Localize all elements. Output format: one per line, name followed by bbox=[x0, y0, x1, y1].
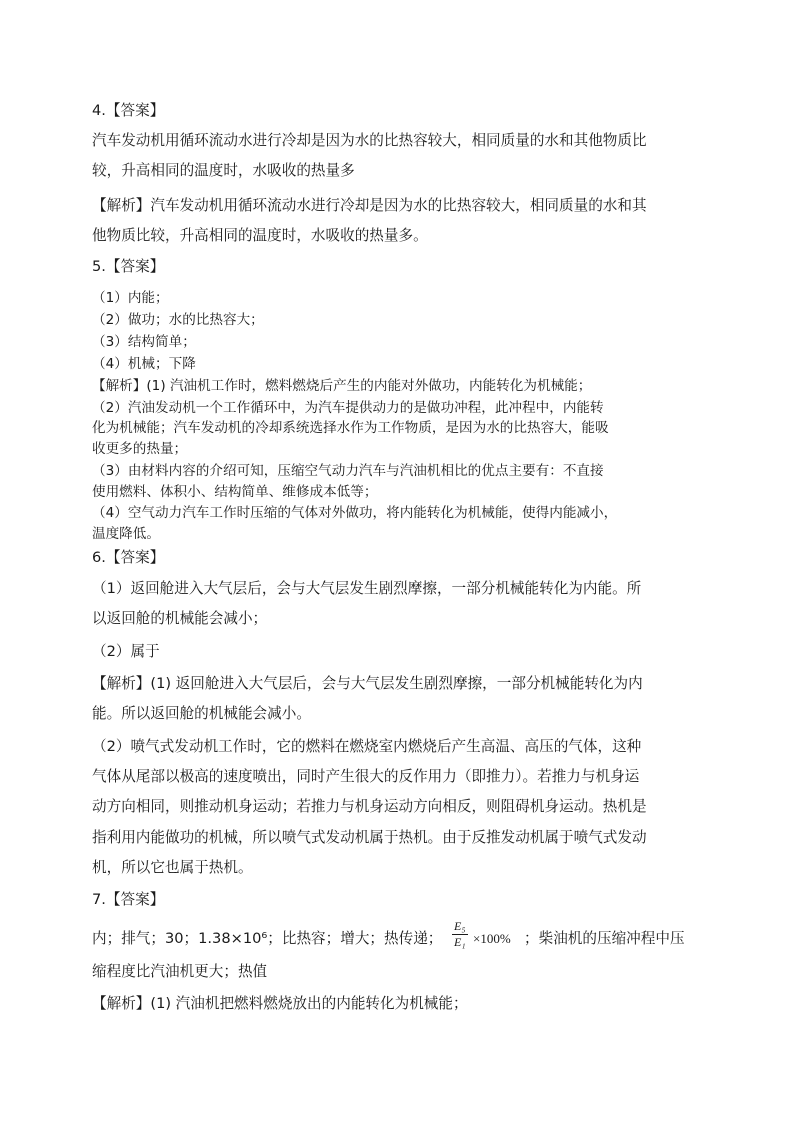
q6-analysis-line-4: 气体从尾部以极高的速度喷出，同时产生很大的反作用力（即推力）。若推力与机身运 bbox=[92, 768, 640, 785]
q4-answer-line-2: 较，升高相同的温度时，水吸收的热量多 bbox=[92, 162, 355, 179]
q5-line-4: （4）机械；下降 bbox=[92, 356, 196, 372]
q6-analysis-line-6: 指利用内能做功的机械，所以喷气式发动机属于热机。由于反推发动机属于喷气式发动 bbox=[92, 829, 647, 846]
q5-line-3: （3）结构简单； bbox=[92, 334, 196, 350]
q7-fraction bbox=[452, 919, 468, 950]
q5-analysis-line-3: 化为机械能；汽车发动机的冷却系统选择水作为工作物质，是因为水的比热容大，能吸 bbox=[92, 420, 609, 436]
q5-line-1: （1）内能； bbox=[92, 290, 169, 306]
q6-analysis-line-1: 【解析】(1) 返回舱进入大气层后，会与大气层发生剧烈摩擦，一部分机械能转化为内 bbox=[92, 675, 643, 692]
q5-analysis-line-2: （2）汽油发动机一个工作循环中，为汽车提供动力的是做功冲程，此冲程中，内能转 bbox=[92, 400, 604, 416]
q4-analysis-line-2: 他物质比较，升高相同的温度时，水吸收的热量多。 bbox=[92, 227, 428, 244]
q6-line-2: 以返回舱的机械能会减小； bbox=[92, 610, 268, 627]
q6-line-1: （1）返回舱进入大气层后，会与大气层发生剧烈摩擦，一部分机械能转化为内能。所 bbox=[92, 580, 642, 597]
q4-title: 4.【答案】 bbox=[92, 102, 165, 119]
q6-analysis-line-2: 能。所以返回舱的机械能会减小。 bbox=[92, 705, 311, 722]
q5-title: 5.【答案】 bbox=[92, 258, 165, 275]
q7-analysis-line-1: 【解析】(1) 汽油机把燃料燃烧放出的内能转化为机械能； bbox=[92, 995, 468, 1012]
q7-answer-pre: 内；排气；30；1.38×10⁶；比热容；增大；热传递； bbox=[92, 930, 443, 947]
q7-answer-line-2: 缩程度比汽油机更大；热值 bbox=[92, 963, 268, 980]
q7-fraction-tail: ×100% bbox=[473, 931, 511, 946]
q5-analysis-line-6: 使用燃料、体积小、结构简单、维修成本低等； bbox=[92, 484, 378, 500]
q5-analysis-line-4: 收更多的热量； bbox=[92, 441, 188, 457]
q6-line-3: （2）属于 bbox=[92, 643, 160, 660]
q7-title: 7.【答案】 bbox=[92, 891, 165, 908]
q6-analysis-line-7: 机，所以它也属于热机。 bbox=[92, 859, 253, 876]
q4-answer-line-1: 汽车发动机用循环流动水进行冷却是因为水的比热容较大，相同质量的水和其他物质比 bbox=[92, 132, 647, 149]
q6-analysis-line-3: （2）喷气式发动机工作时，它的燃料在燃烧室内燃烧后产生高温、高压的气体，这种 bbox=[92, 738, 642, 755]
q5-analysis-line-7: （4）空气动力汽车工作时压缩的气体对外做功，将内能转化为机械能，使得内能减小， bbox=[92, 505, 618, 521]
q5-analysis-line-8: 温度降低。 bbox=[92, 526, 160, 542]
q4-analysis-line-1: 【解析】汽车发动机用循环流动水进行冷却是因为水的比热容较大，相同质量的水和其 bbox=[92, 197, 647, 214]
q6-title: 6.【答案】 bbox=[92, 549, 165, 566]
q7-fraction-denominator: E₁ bbox=[454, 935, 466, 949]
q6-analysis-line-5: 动方向相同，则推动机身运动；若推力与机身运动方向相反，则阻碍机身运动。热机是 bbox=[92, 798, 647, 815]
q5-analysis-line-1: 【解析】(1) 汽油机工作时，燃料燃烧后产生的内能对外做功，内能转化为机械能； bbox=[92, 378, 592, 394]
q7-answer-post: ；柴油机的压缩冲程中压 bbox=[524, 930, 685, 947]
q5-line-2: （2）做功；水的比热容大； bbox=[92, 312, 264, 328]
q5-analysis-line-5: （3）由材料内容的介绍可知，压缩空气动力汽车与汽油机相比的优点主要有：不直接 bbox=[92, 463, 604, 479]
q7-fraction-numerator: E₅ bbox=[454, 919, 466, 933]
